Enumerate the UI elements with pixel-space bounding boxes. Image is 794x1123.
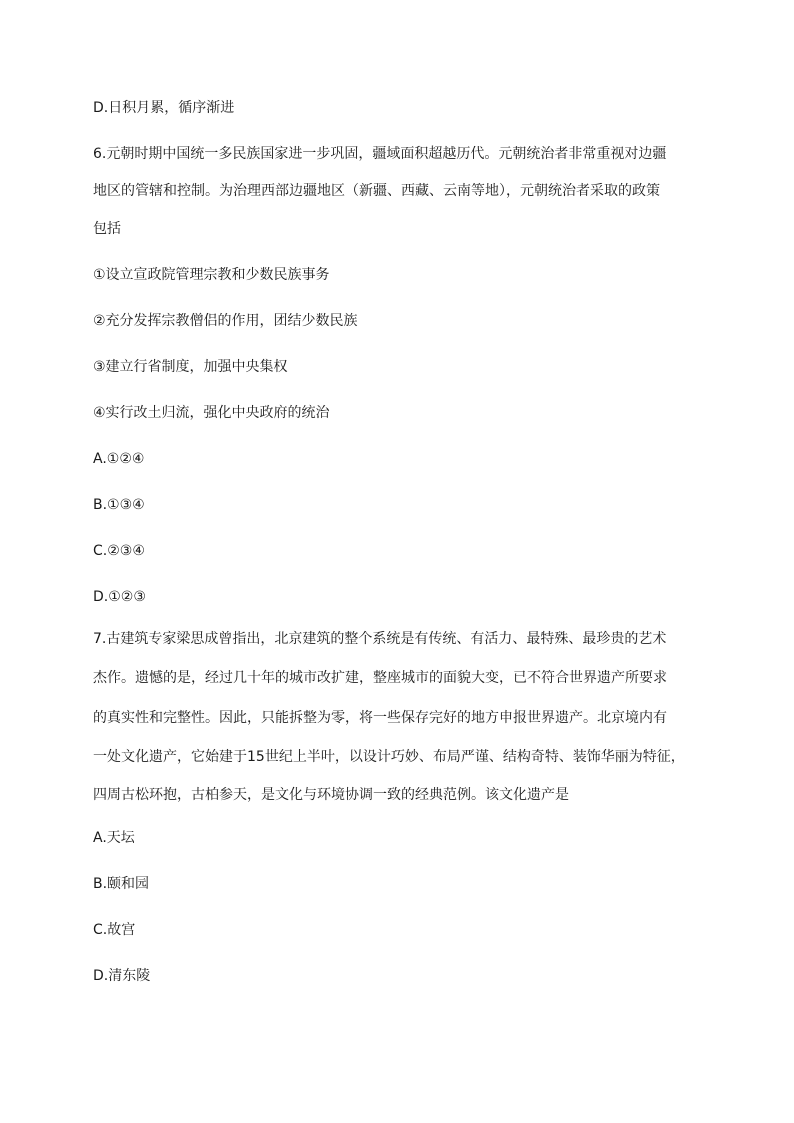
q6-option-d: D.①②③: [93, 589, 146, 605]
q6-option-b: B.①③④: [93, 497, 145, 513]
document-page: [93, 0, 713, 1123]
q7-stem-line-3: 的真实性和完整性。因此，只能拆整为零，将一些保存完好的地方申报世界遗产。北京境内有: [93, 710, 667, 726]
q7-option-a: A.天坛: [93, 830, 135, 846]
q6-item-2: ②充分发挥宗教僧侣的作用，团结少数民族: [93, 313, 358, 329]
q6-option-a: A.①②④: [93, 451, 145, 467]
q7-stem-line-2: 杰作。遗憾的是，经过几十年的城市改扩建，整座城市的面貌大变，已不符合世界遗产所要求: [93, 670, 667, 686]
q6-item-3: ③建立行省制度，加强中央集权: [93, 359, 288, 375]
q7-stem-line-4: 一处文化遗产，它始建于15世纪上半叶，以设计巧妙、布局严谨、结构奇特、装饰华丽为特征，: [93, 749, 685, 765]
q7-option-d: D.清东陵: [93, 968, 151, 984]
q7-option-b: B.颐和园: [93, 876, 150, 892]
q6-option-c: C.②③④: [93, 543, 145, 559]
q7-option-c: C.故宫: [93, 922, 136, 938]
q6-stem-line-1: 6.元朝时期中国统一多民族国家进一步巩固，疆域面积超越历代。元朝统治者非常重视对边疆: [93, 146, 667, 162]
q6-item-1: ①设立宣政院管理宗教和少数民族事务: [93, 267, 330, 283]
q7-stem-line-1: 7.古建筑专家梁思成曾指出，北京建筑的整个系统是有传统、有活力、最特殊、最珍贵的艺术: [93, 631, 667, 647]
q6-stem-line-3: 包括: [93, 221, 121, 237]
q7-stem-line-5: 四周古松环抱，古柏参天，是文化与环境协调一致的经典范例。该文化遗产是: [93, 787, 569, 803]
q6-item-4: ④实行改土归流，强化中央政府的统治: [93, 405, 330, 421]
q6-stem-line-2: 地区的管辖和控制。为治理西部边疆地区（新疆、西藏、云南等地），元朝统治者采取的政策: [93, 183, 660, 199]
q5-option-d: D.日积月累，循序渐进: [93, 100, 235, 116]
